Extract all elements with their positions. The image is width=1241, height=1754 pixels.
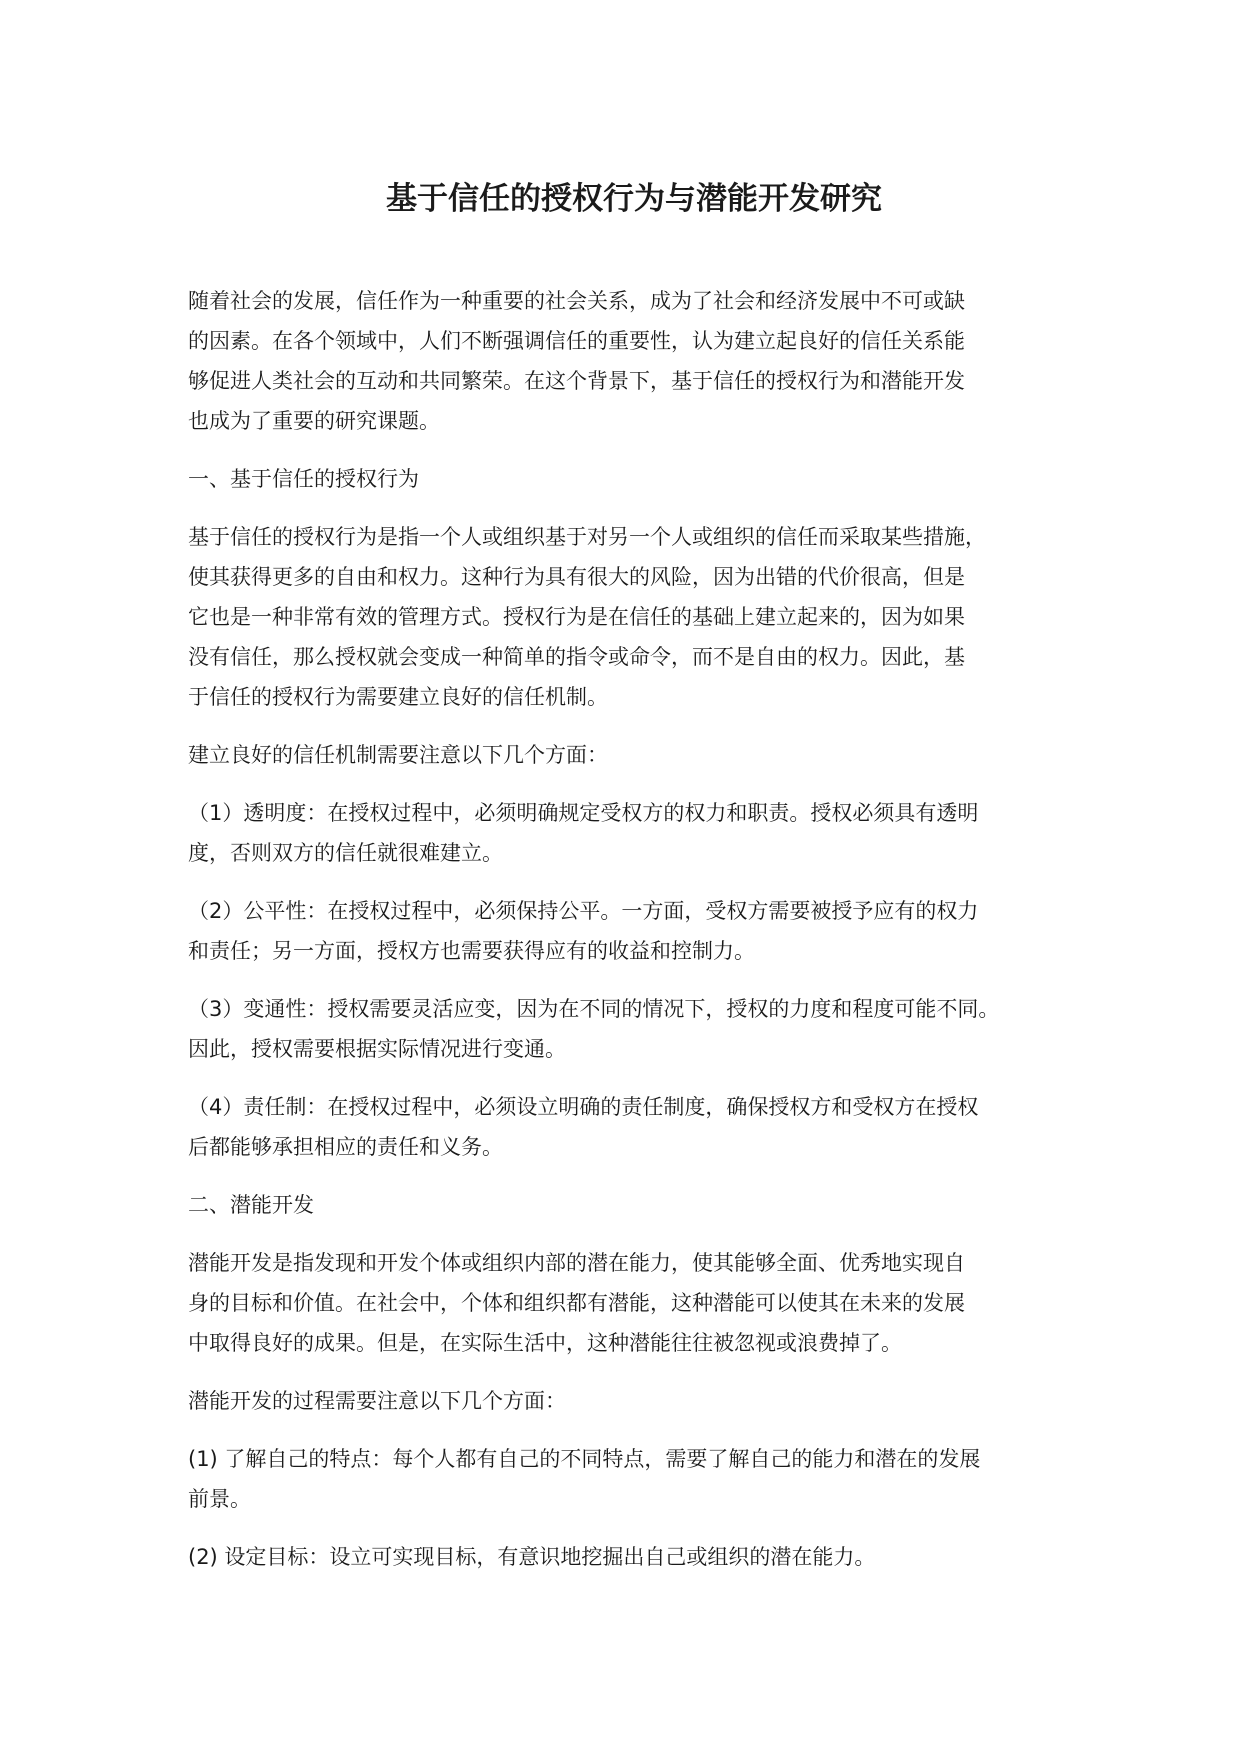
paragraph <box>188 735 1080 775</box>
text-line: 度，否则双方的信任就很难建立。 <box>188 841 503 865</box>
text-line: 中取得良好的成果。但是，在实际生活中，这种潜能往往被忽视或浪费掉了。 <box>188 1331 902 1355</box>
text-line: 后都能够承担相应的责任和义务。 <box>188 1135 503 1159</box>
text-line: 前景。 <box>188 1487 251 1511</box>
paragraph <box>188 1087 1080 1167</box>
paragraph <box>188 1381 1080 1421</box>
text-line: 基于信任的授权行为是指一个人或组织基于对另一个人或组织的信任而采取某些措施， <box>188 525 986 549</box>
text-line: 因此，授权需要根据实际情况进行变通。 <box>188 1037 566 1061</box>
text-line: 的因素。在各个领域中，人们不断强调信任的重要性，认为建立起良好的信任关系能 <box>188 329 965 353</box>
text-line: （3）变通性：授权需要灵活应变，因为在不同的情况下，授权的力度和程度可能不同。 <box>188 997 1000 1021</box>
text-line: 和责任；另一方面，授权方也需要获得应有的收益和控制力。 <box>188 939 755 963</box>
paragraph <box>188 1185 1080 1225</box>
text-line: 也成为了重要的研究课题。 <box>188 409 440 433</box>
document-title: 基于信任的授权行为与潜能开发研究 <box>386 181 882 217</box>
text-line: 建立良好的信任机制需要注意以下几个方面： <box>188 743 608 767</box>
text-line: 没有信任，那么授权就会变成一种简单的指令或命令，而不是自由的权力。因此，基 <box>188 645 965 669</box>
text-line: 身的目标和价值。在社会中，个体和组织都有潜能，这种潜能可以使其在未来的发展 <box>188 1291 965 1315</box>
paragraph <box>188 891 1080 971</box>
paragraph <box>188 989 1080 1069</box>
text-line: (1) 了解自己的特点：每个人都有自己的不同特点，需要了解自己的能力和潜在的发展 <box>188 1447 981 1471</box>
text-line: （4）责任制：在授权过程中，必须设立明确的责任制度，确保授权方和受权方在授权 <box>188 1095 979 1119</box>
text-line: 二、潜能开发 <box>188 1193 314 1217</box>
paragraph <box>188 281 1080 441</box>
paragraph <box>188 793 1080 873</box>
text-line: 潜能开发的过程需要注意以下几个方面： <box>188 1389 566 1413</box>
document-body <box>188 281 1080 1595</box>
text-line: 使其获得更多的自由和权力。这种行为具有很大的风险，因为出错的代价很高，但是 <box>188 565 965 589</box>
text-line: （2）公平性：在授权过程中，必须保持公平。一方面，受权方需要被授予应有的权力 <box>188 899 979 923</box>
text-line: (2) 设定目标：设立可实现目标，有意识地挖掘出自己或组织的潜在能力。 <box>188 1545 876 1569</box>
text-line: 一、基于信任的授权行为 <box>188 467 419 491</box>
paragraph <box>188 1243 1080 1363</box>
paragraph <box>188 517 1080 717</box>
text-line: 于信任的授权行为需要建立良好的信任机制。 <box>188 685 608 709</box>
paragraph <box>188 459 1080 499</box>
paragraph <box>188 1537 1080 1577</box>
paragraph <box>188 1439 1080 1519</box>
text-line: 随着社会的发展，信任作为一种重要的社会关系，成为了社会和经济发展中不可或缺 <box>188 289 965 313</box>
text-line: （1）透明度：在授权过程中，必须明确规定受权方的权力和职责。授权必须具有透明 <box>188 801 979 825</box>
text-line: 潜能开发是指发现和开发个体或组织内部的潜在能力，使其能够全面、优秀地实现自 <box>188 1251 965 1275</box>
text-line: 够促进人类社会的互动和共同繁荣。在这个背景下，基于信任的授权行为和潜能开发 <box>188 369 965 393</box>
text-line: 它也是一种非常有效的管理方式。授权行为是在信任的基础上建立起来的，因为如果 <box>188 605 965 629</box>
